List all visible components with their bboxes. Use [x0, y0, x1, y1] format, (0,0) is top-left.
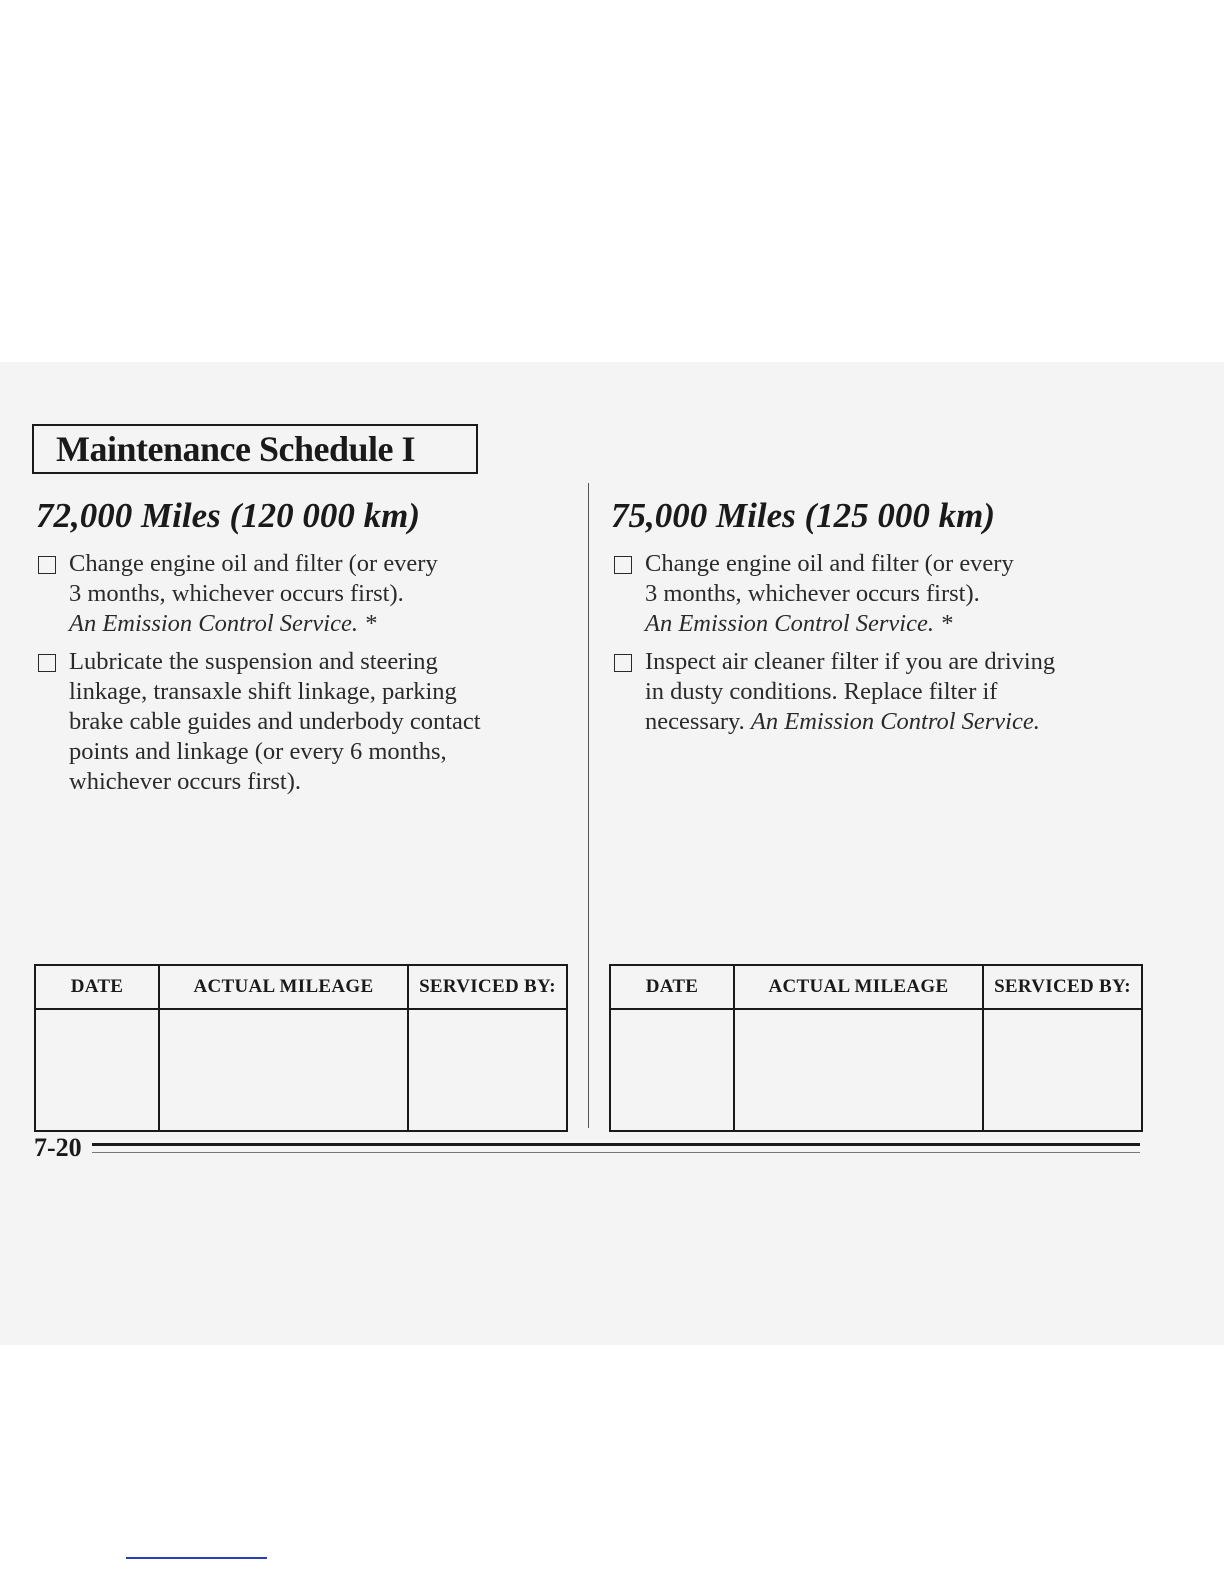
date-cell[interactable] — [610, 1009, 734, 1131]
footer-rule — [92, 1143, 1140, 1146]
footer-rule-secondary — [92, 1152, 1140, 1153]
right-item-1-checkbox[interactable] — [614, 556, 632, 574]
column-divider — [588, 483, 589, 1128]
right-item-2-text: Inspect air cleaner filter if you are driving in dusty conditions. Replace filter if necessary. An Emission Control Service. — [645, 648, 1056, 735]
table-header-row — [35, 965, 567, 1009]
actual-mileage-cell[interactable] — [159, 1009, 408, 1131]
left-item-2-checkbox[interactable] — [38, 654, 56, 672]
actual-mileage-column-header: ACTUAL MILEAGE — [734, 965, 983, 1009]
left-item-oil-change — [38, 549, 578, 639]
serviced-by-column-header: SERVICED BY: — [983, 965, 1142, 1009]
date-column-header: DATE — [610, 965, 734, 1009]
emission-control-note: An Emission Control Service. * — [645, 610, 953, 637]
table-row — [35, 1009, 567, 1131]
bottom-link-underline[interactable] — [126, 1557, 267, 1559]
left-item-1-checkbox[interactable] — [38, 556, 56, 574]
left-mileage-heading: 72,000 Miles (120 000 km) — [36, 496, 421, 535]
right-item-2-checkbox[interactable] — [614, 654, 632, 672]
actual-mileage-cell[interactable] — [734, 1009, 983, 1131]
serviced-by-cell[interactable] — [408, 1009, 567, 1131]
left-item-1-text: Change engine oil and filter (or every 3 months, whichever occurs first). An Emission Control Service. * — [69, 549, 578, 639]
left-item-lubricate — [38, 647, 578, 797]
emission-control-note: An Emission Control Service. * — [69, 610, 377, 637]
section-title: Maintenance Schedule I — [56, 429, 416, 469]
date-cell[interactable] — [35, 1009, 159, 1131]
left-item-2-text: Lubricate the suspension and steering linkage, transaxle shift linkage, parking brake cable guides and underbody contact points and linkage (or every 6 months, whichever occurs first). — [69, 648, 481, 795]
date-column-header: DATE — [35, 965, 159, 1009]
right-item-oil-change — [614, 549, 1174, 639]
right-item-1-text: Change engine oil and filter (or every 3 months, whichever occurs first). An Emission Control Service. * — [645, 549, 1174, 639]
table-row — [610, 1009, 1142, 1131]
page-number: 7-20 — [34, 1133, 82, 1162]
actual-mileage-column-header: ACTUAL MILEAGE — [159, 965, 408, 1009]
serviced-by-cell[interactable] — [983, 1009, 1142, 1131]
left-service-record-table — [34, 964, 568, 1132]
right-mileage-heading: 75,000 Miles (125 000 km) — [611, 496, 996, 535]
table-header-row — [610, 965, 1142, 1009]
right-service-record-table — [609, 964, 1143, 1132]
serviced-by-column-header: SERVICED BY: — [408, 965, 567, 1009]
right-item-air-cleaner — [614, 647, 1174, 737]
emission-control-note: An Emission Control Service. — [750, 708, 1040, 735]
